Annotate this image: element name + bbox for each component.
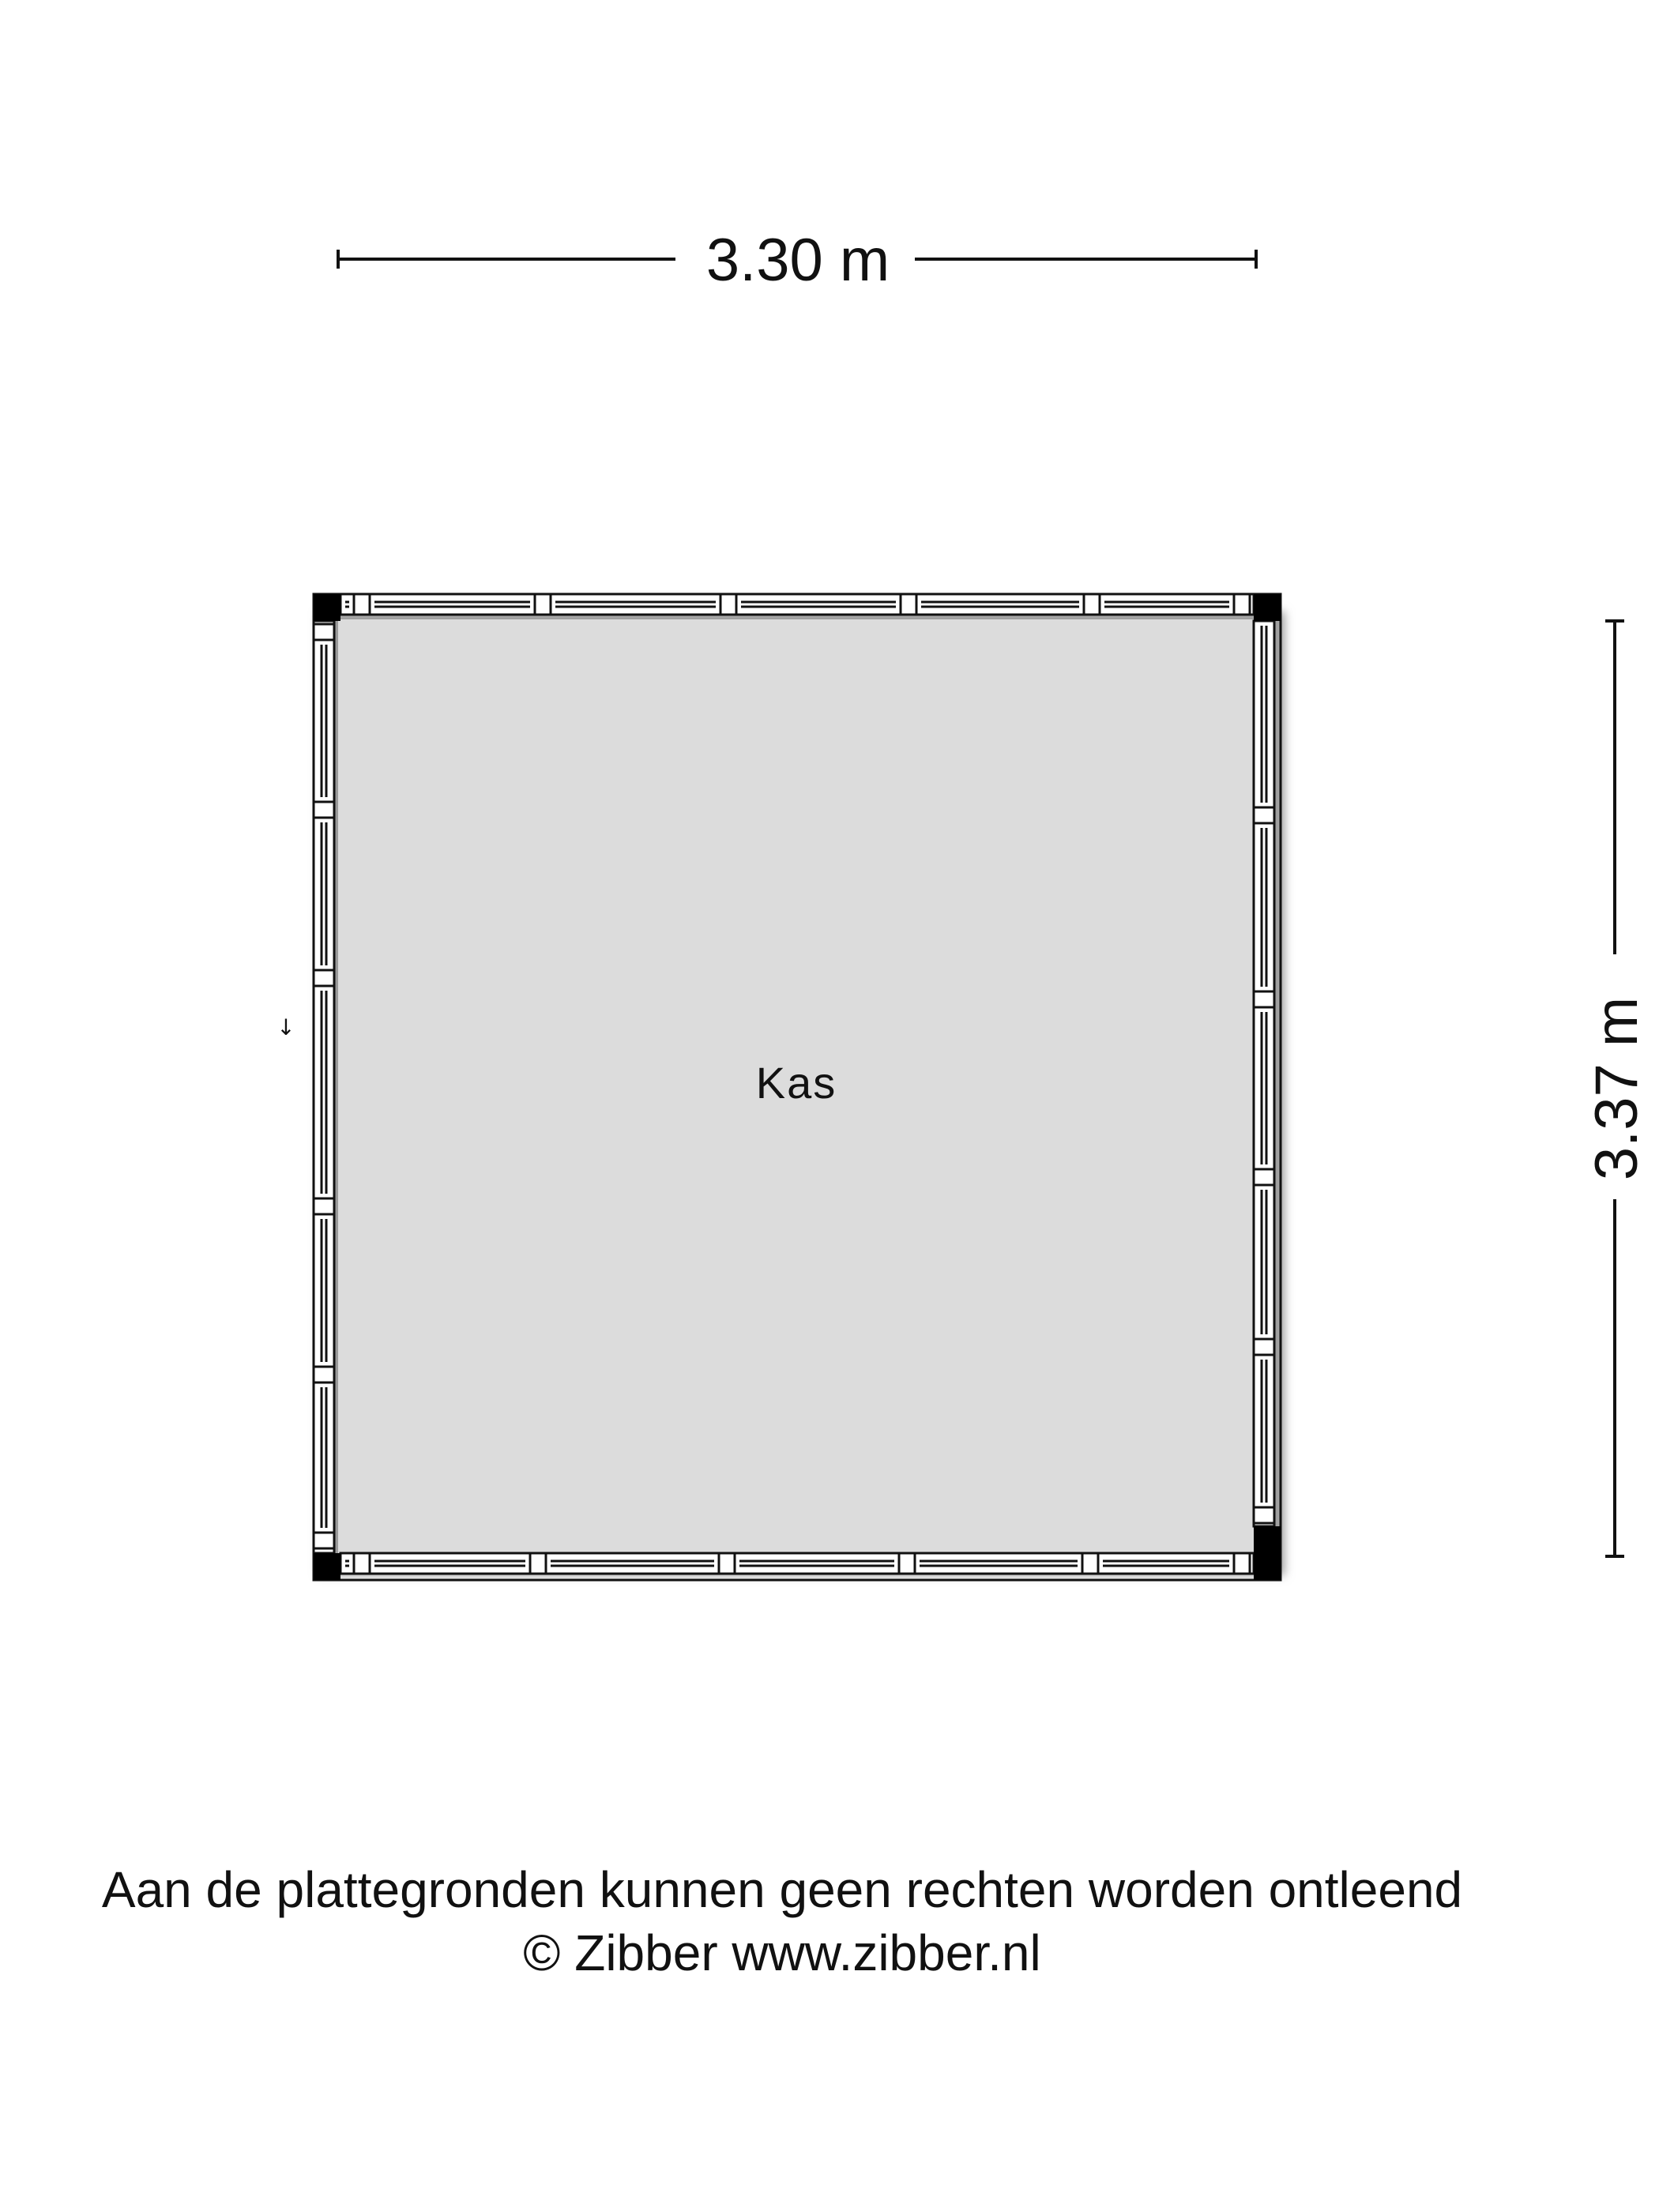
- top-wall-frame: [340, 594, 1254, 615]
- top-wall-mullion: [354, 594, 370, 615]
- bottom-wall-mullion: [1234, 1553, 1250, 1574]
- width-dimension: [338, 227, 1256, 294]
- height-dimension: [1583, 621, 1650, 1556]
- top-wall-mullion: [1234, 594, 1250, 615]
- bottom-wall-mullion: [530, 1553, 546, 1574]
- width-label: 3.30 m: [705, 227, 890, 294]
- right-wall-frame: [1254, 621, 1274, 1526]
- corner-post-top-left: [314, 594, 340, 621]
- bottom-wall-mullion: [1082, 1553, 1098, 1574]
- bottom-wall-mullion: [899, 1553, 915, 1574]
- right-wall-mullion: [1254, 1507, 1274, 1523]
- corner-post-bottom-left: [314, 1553, 340, 1580]
- left-wall-mullion: [314, 1198, 334, 1214]
- top-wall-mullion: [535, 594, 551, 615]
- left-wall-mullion: [314, 624, 334, 640]
- footer: [0, 1858, 1564, 1984]
- disclaimer-text: Aan de plattegronden kunnen geen rechten worden ontleend: [101, 1861, 1463, 1918]
- left-wall-mullion: [314, 1533, 334, 1548]
- entrance-arrow-icon: ↓: [276, 1014, 295, 1040]
- copyright-text: © Zibber www.zibber.nl: [523, 1924, 1041, 1981]
- top-wall-mullion: [1084, 594, 1100, 615]
- room-label: Kas: [755, 1058, 837, 1108]
- left-wall-mullion: [314, 802, 334, 818]
- corner-post-bottom-right: [1254, 1526, 1281, 1580]
- bottom-wall-mullion: [719, 1553, 735, 1574]
- right-wall-mullion: [1254, 807, 1274, 823]
- right-wall-mullion: [1254, 991, 1274, 1007]
- top-wall-mullion: [720, 594, 736, 615]
- left-wall-mullion: [314, 1367, 334, 1382]
- bottom-wall-mullion: [354, 1553, 370, 1574]
- left-wall-mullion: [314, 970, 334, 986]
- right-wall-mullion: [1254, 1169, 1274, 1185]
- left-wall-frame: [314, 621, 334, 1553]
- right-wall-mullion: [1254, 1339, 1274, 1355]
- corner-post-top-right: [1254, 594, 1281, 621]
- bottom-wall-frame: [340, 1553, 1254, 1574]
- top-wall-mullion: [901, 594, 916, 615]
- height-label: 3.37 m: [1583, 996, 1650, 1181]
